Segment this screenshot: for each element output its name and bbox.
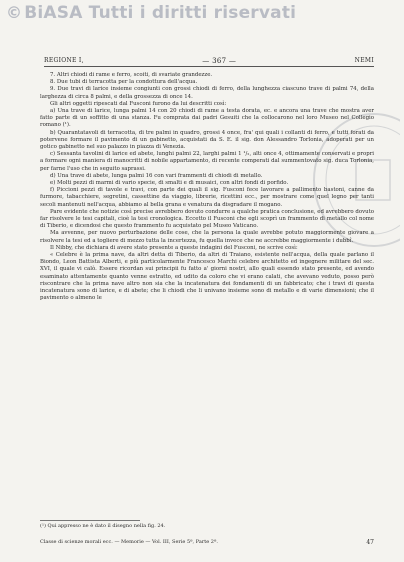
- paragraph: Pare evidente che notizie così precise avrebbero dovuto condurre a qualche pratica conclusione, ed avrebbero dovuto far risolvere le tesi capitali, cioè la tesi cronologica. Eccetto il Fusconi che egli scoprì un frammento di metallo col nome di Tiberio, e dicendosi che questo frammento fu acquistato pel Museo Vaticano.: [40, 208, 374, 230]
- body-text: [40, 72, 374, 303]
- page-footer: [40, 539, 374, 546]
- footnote-divider: [40, 520, 140, 521]
- watermark: [6, 3, 296, 23]
- paragraph: Il Nibby, che dichiara di avere stato presente a queste indagini del Fusconi, ne scrive così:: [50, 244, 298, 251]
- paragraph: 9. Due travi di larice insieme congiunti con grossi chiodi di ferro, della lunghezza ciascuno trave di palmi 74, della larghezza di circa 8 palmi, e della grossezza di once 14.: [40, 86, 374, 100]
- paragraph: Gli altri oggetti ripescati dal Fusconi furono da lui descritti così:: [50, 100, 227, 107]
- watermark-text: BiASA Tutti i diritti riservati: [24, 3, 297, 23]
- paragraph: c) Sessanta tavolini di larice ed abete, lunghi palmi 22, larghi palmi 1 ¹/₂, alti once 4, ottimamente conservati e propri a formare ogni maniera di manocritti di nobile appartamento, di recente comperati dal summentovato sig. duca Torlonia, per farne l'uso che in seguito saprassi.: [40, 151, 374, 172]
- paragraph: e) Molti pezzi di marmi di vario specie, di smalti e di musaici, con altri fondi di porfido.: [50, 180, 289, 187]
- page-number: — 367 —: [202, 57, 237, 65]
- paragraph: 7. Altri chiodi di rame e ferro, scoiti, di svariate grandezze.: [50, 72, 213, 78]
- copyright-symbol: ©: [6, 3, 23, 22]
- header-right: NEMI: [354, 57, 374, 64]
- paragraph: « Celebre è la prima nave, da altri detta di Tiberio, da altri di Traiano, esistente nell'acqua, della quale parlano il Biondo, Leon Battista Alberti, e più particolarmente Francesco Marchi celebre architetto ed ingegnere militare del sec. XVI, il quale vi calò. Essere ricordan sui principii fu fatto a' giorni nostri, allo quali essendo stato presente, ed avendo esaminato attentamente quanto venne estratto, ed udito da coloro che vi erano calati, che avevano veduto, posso però riscontrare che la prima nave altro non sia che la incatenatura dei fondamenti di un fabbricato; che i travi di questa incatenatura sono di larice, e di abete; che li chiodi che li univano insieme sono di metallo e di varie dimensioni; che il pavimento o almeno le: [40, 252, 374, 302]
- paragraph: f) Piccioni pezzi di tavole e travi, con parte dei quali il sig. Fusconi fece lavorare a pallimento bastoni, canne da furmore, tabacchiere, segretini, cassettine da viaggio, librerie, ricettini ecc., per mostrare come quel legno per tanti secoli mantenuti nell'acqua, abbiamo al bella grana e venatura da disgradare il mogano.: [40, 187, 374, 208]
- paragraph: Ma avvenne, per nuovo perturbazione delle cose, che la persona la quale avrebbe potuto maggiormente giovare a risolvere la tesi ed a togliere di mezzo tutta la incertezza, fu quella invece che ne accrebbe maggiormente i dubbî.: [40, 230, 374, 244]
- footnote: (¹) Qui appresso ne è dato il disegno nella fig. 24.: [40, 523, 166, 529]
- paragraph: b) Quarantatavoli di terracotta, di tre palmi in quadro, grossi 4 once, fra' qui quali i collanti di ferro, e tutti forati da potervene formare il pavimento di un gabinetto, acquistati da S. E. il sig. don Alessandro Torlonia, adoperati per un gotico gabinetto nel suo palazzo in piazza di Venezia.: [40, 129, 374, 151]
- paragraph: a) Una trave di larice, lunga palmi 14 con 20 chiodi di rame a testa dorata, ec. e ancora una trave che mostra aver fatto parte di un soffitto di una stanza. Fu comprata dai padri Gesuiti che la collocarono nel loro Museo nel Collegio romano (¹).: [40, 108, 374, 129]
- footer-citation: Classe di scienze morali ecc. — Memorie — Vol. III, Serie 5ª, Parte 2ª.: [40, 539, 218, 545]
- running-head: [44, 57, 374, 67]
- signature-number: 47: [366, 539, 374, 546]
- paragraph: d) Una trave di abete, lunga palmi 16 con vari frammenti di chiodi di metallo.: [50, 172, 263, 179]
- header-left: REGIONE I,: [44, 57, 84, 64]
- paragraph: 8. Due tubi di terracotta per la condottura dell'acqua.: [50, 79, 198, 86]
